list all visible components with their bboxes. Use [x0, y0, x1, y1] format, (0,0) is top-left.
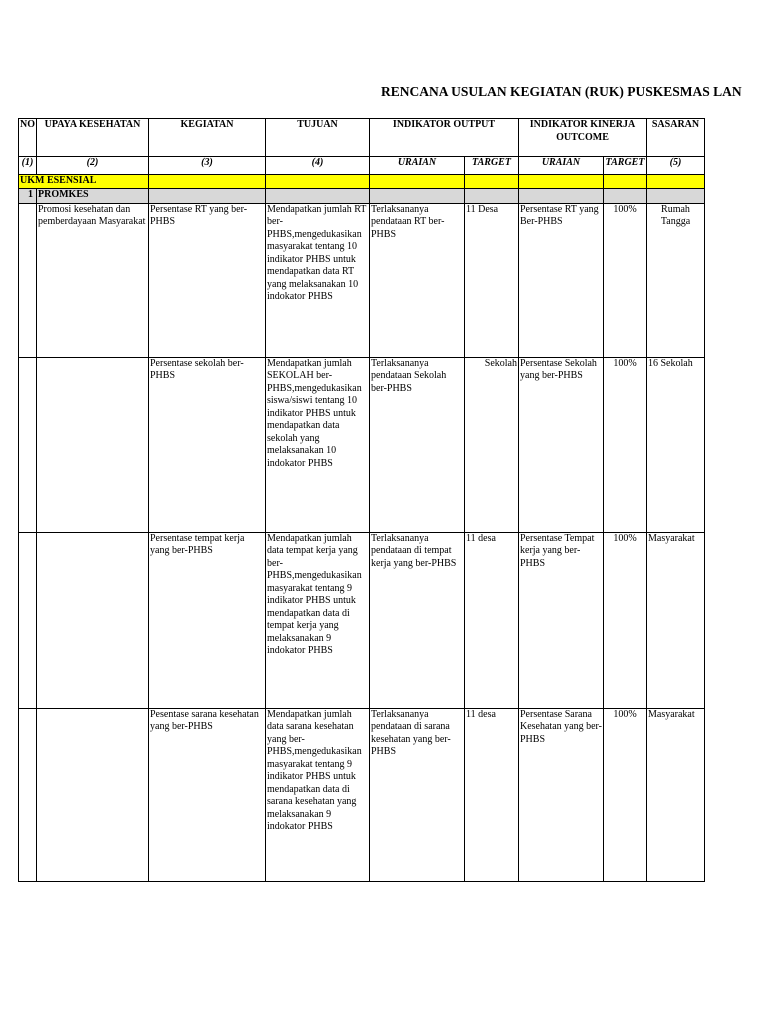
upaya-kesehatan-cell	[37, 357, 149, 532]
header-sasaran: SASARAN	[647, 119, 705, 157]
sasaran-cell: Masyarakat	[647, 532, 705, 708]
kegiatan-cell: Persentase sekolah ber-PHBS	[149, 357, 266, 532]
outcome-uraian-cell: Persentase Sarana Kesehatan yang ber-PHBS	[519, 708, 604, 881]
table-row	[19, 357, 705, 532]
section-cell	[266, 175, 370, 189]
outcome-target-cell: 100%	[604, 532, 647, 708]
section-cell	[149, 175, 266, 189]
header-indikator-outcome: INDIKATOR KINERJA OUTCOME	[519, 119, 647, 157]
output-target-cell: Sekolah	[465, 357, 519, 532]
section-cell	[647, 175, 705, 189]
row-number	[19, 708, 37, 881]
output-uraian-cell: Terlaksananya pendataan RT ber-PHBS	[370, 203, 465, 357]
section-label: UKM ESENSIAL	[19, 175, 149, 189]
section-cell	[604, 175, 647, 189]
ruk-table	[18, 118, 705, 882]
column-number-row	[19, 157, 705, 175]
output-target-cell: 11 desa	[465, 708, 519, 881]
kegiatan-cell: Pesentase sarana kesehatan yang ber-PHBS	[149, 708, 266, 881]
outcome-uraian-cell: Persentase Sekolah yang ber-PHBS	[519, 357, 604, 532]
promkes-cell	[465, 188, 519, 203]
upaya-kesehatan-cell: Promosi kesehatan dan pemberdayaan Masyarakat	[37, 203, 149, 357]
section-cell	[465, 175, 519, 189]
promkes-row	[19, 188, 705, 203]
tujuan-cell: Mendapatkan jumlah SEKOLAH ber-PHBS,mengedukasikan siswa/siswi tentang 10 indikator PHBS untuk mendapatkan data sekolah yang melaksanakan 10 indokator PHBS	[266, 357, 370, 532]
tujuan-cell: Mendapatkan jumlah data sarana kesehatan yang ber-PHBS,mengedukasikan masyarakat tentang 9 indikator PHBS untuk mendapatkan data di sarana kesehatan yang melaksanakan 9 indokator PHBS	[266, 708, 370, 881]
table-row	[19, 203, 705, 357]
output-target-cell: 11 Desa	[465, 203, 519, 357]
section-cell	[519, 175, 604, 189]
colnum-2: (2)	[37, 157, 149, 175]
promkes-cell	[266, 188, 370, 203]
colnum-1: (1)	[19, 157, 37, 175]
upaya-kesehatan-cell	[37, 708, 149, 881]
promkes-cell	[370, 188, 465, 203]
outcome-target-cell: 100%	[604, 203, 647, 357]
row-number	[19, 357, 37, 532]
output-target-cell: 11 desa	[465, 532, 519, 708]
sasaran-cell: Masyarakat	[647, 708, 705, 881]
row-number	[19, 203, 37, 357]
outcome-target-cell: 100%	[604, 357, 647, 532]
promkes-cell	[647, 188, 705, 203]
document-title: RENCANA USULAN KEGIATAN (RUK) PUSKESMAS LAN	[381, 84, 742, 99]
sasaran-cell: 16 Sekolah	[647, 357, 705, 532]
table-row	[19, 532, 705, 708]
tujuan-cell: Mendapatkan jumlah data tempat kerja yang ber-PHBS,mengedukasikan masyarakat tentang 9 indikator PHBS untuk mendapatkan data di tempat kerja yang melaksanakan 9 indokator PHBS	[266, 532, 370, 708]
table-row	[19, 708, 705, 881]
header-row	[19, 119, 705, 157]
output-uraian-cell: Terlaksananya pendataan di sarana kesehatan yang ber-PHBS	[370, 708, 465, 881]
header-indikator-output: INDIKATOR OUTPUT	[370, 119, 519, 157]
upaya-kesehatan-cell	[37, 532, 149, 708]
header-kegiatan: KEGIATAN	[149, 119, 266, 157]
colnum-5: (5)	[647, 157, 705, 175]
sasaran-cell: Rumah Tangga	[647, 203, 705, 357]
output-uraian-cell: Terlaksananya pendataan Sekolah ber-PHBS	[370, 357, 465, 532]
outcome-target-cell: 100%	[604, 708, 647, 881]
promkes-cell	[149, 188, 266, 203]
kegiatan-cell: Persentase RT yang ber-PHBS	[149, 203, 266, 357]
subheader-outcome-uraian: URAIAN	[519, 157, 604, 175]
promkes-label: PROMKES	[37, 188, 149, 203]
promkes-cell	[519, 188, 604, 203]
header-upaya-kesehatan: UPAYA KESEHATAN	[37, 119, 149, 157]
kegiatan-cell: Persentase tempat kerja yang ber-PHBS	[149, 532, 266, 708]
header-tujuan: TUJUAN	[266, 119, 370, 157]
tujuan-cell: Mendapatkan jumlah RT ber-PHBS,mengedukasikan masyarakat tentang 10 indikator PHBS untuk mendapatkan data RT yang melaksanakan 10 indokator PHBS	[266, 203, 370, 357]
row-number	[19, 532, 37, 708]
subheader-output-target: TARGET	[465, 157, 519, 175]
outcome-uraian-cell: Persentase RT yang Ber-PHBS	[519, 203, 604, 357]
colnum-4: (4)	[266, 157, 370, 175]
subheader-output-uraian: URAIAN	[370, 157, 465, 175]
output-uraian-cell: Terlaksananya pendataan di tempat kerja yang ber-PHBS	[370, 532, 465, 708]
promkes-cell	[604, 188, 647, 203]
outcome-uraian-cell: Persentase Tempat kerja yang ber-PHBS	[519, 532, 604, 708]
subheader-outcome-target: TARGET	[604, 157, 647, 175]
section-row	[19, 175, 705, 189]
header-no: NO	[19, 119, 37, 157]
section-cell	[370, 175, 465, 189]
promkes-number: 1	[19, 188, 37, 203]
colnum-3: (3)	[149, 157, 266, 175]
